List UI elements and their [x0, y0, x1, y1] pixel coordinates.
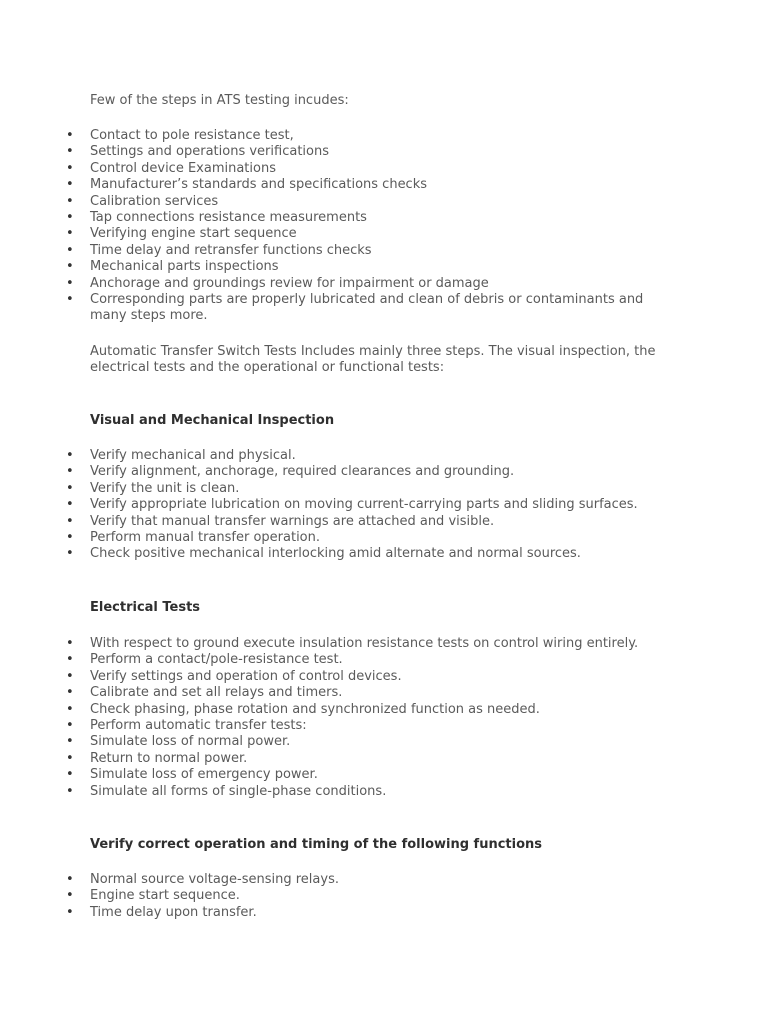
electrical-tests-heading: Electrical Tests: [90, 600, 201, 615]
list-item: • Return to normal power.: [66, 750, 248, 766]
list-item: • Verify alignment, anchorage, required clearances and grounding.: [66, 464, 515, 480]
bullet-icon: •: [66, 292, 74, 308]
bullet-icon: •: [66, 530, 74, 546]
list-item: • Verify that manual transfer warnings are attached and visible.: [66, 513, 495, 529]
bullet-icon: •: [66, 128, 74, 143]
bullet-icon: •: [66, 636, 74, 651]
electrical-tests-list: [0, 636, 700, 800]
list-item: • Tap connections resistance measurements: [66, 210, 367, 226]
bullet-icon: •: [66, 259, 74, 275]
ats-steps-list: [0, 128, 700, 325]
intro-text: Few of the steps in ATS testing incudes:: [90, 93, 349, 108]
list-item: • Time delay and retransfer functions checks: [66, 242, 372, 258]
bullet-icon: •: [66, 513, 74, 529]
bullet-icon: •: [66, 783, 74, 799]
visual-inspection-heading: Visual and Mechanical Inspection: [90, 413, 335, 428]
bullet-icon: •: [66, 448, 74, 463]
bullet-icon: •: [66, 464, 74, 480]
list-item: • Normal source voltage-sensing relays.: [66, 872, 339, 887]
bullet-icon: •: [66, 275, 74, 291]
timing-functions-list: [0, 872, 700, 921]
list-item: • Perform automatic transfer tests:: [66, 718, 307, 734]
list-item: • Verify the unit is clean.: [66, 480, 240, 496]
list-item: • Perform manual transfer operation.: [66, 530, 321, 546]
list-item: • Perform a contact/pole-resistance test.: [66, 652, 343, 668]
bullet-icon: •: [66, 193, 74, 209]
bullet-icon: •: [66, 210, 74, 226]
list-item: • Verify appropriate lubrication on moving current-carrying parts and sliding surfaces.: [66, 497, 638, 513]
bullet-icon: •: [66, 888, 74, 904]
bullet-icon: •: [66, 872, 74, 887]
list-item: • With respect to ground execute insulation resistance tests on control wiring entirely.: [66, 636, 639, 651]
timing-functions-heading: Verify correct operation and timing of the following functions: [90, 837, 543, 852]
list-item: • Verify mechanical and physical.: [66, 448, 296, 463]
list-item: • Simulate loss of normal power.: [66, 734, 291, 750]
bullet-icon: •: [66, 160, 74, 176]
list-item: • Mechanical parts inspections: [66, 259, 279, 275]
bullet-icon: •: [66, 226, 74, 242]
list-item: • Time delay upon transfer.: [66, 904, 257, 920]
bullet-icon: •: [66, 767, 74, 783]
bullet-icon: •: [66, 480, 74, 496]
list-item: • Engine start sequence.: [66, 888, 240, 904]
list-item: • Verify settings and operation of control devices.: [66, 668, 402, 684]
bullet-icon: •: [66, 701, 74, 717]
list-item: • Simulate all forms of single-phase conditions.: [66, 783, 387, 799]
bullet-icon: •: [66, 177, 74, 193]
bullet-icon: •: [66, 242, 74, 258]
bullet-icon: •: [66, 750, 74, 766]
bullet-icon: •: [66, 685, 74, 701]
list-item: • Check phasing, phase rotation and synchronized function as needed.: [66, 701, 540, 717]
list-item: • Corresponding parts are properly lubricated and clean of debris or contaminants and many steps more.: [66, 292, 644, 324]
bullet-icon: •: [66, 734, 74, 750]
list-item: • Calibration services: [66, 193, 219, 209]
bullet-icon: •: [66, 668, 74, 684]
summary-text: Automatic Transfer Switch Tests Includes mainly three steps. The visual inspection, the electrical tests and the operational or functional tests:: [90, 344, 656, 376]
list-item: • Control device Examinations: [66, 160, 276, 176]
list-item: • Simulate loss of emergency power.: [66, 767, 318, 783]
list-item: • Settings and operations verifications: [66, 144, 329, 160]
list-item: • Check positive mechanical interlocking amid alternate and normal sources.: [66, 546, 581, 562]
list-item: • Calibrate and set all relays and timers.: [66, 685, 343, 701]
bullet-icon: •: [66, 546, 74, 562]
list-item: • Manufacturer’s standards and specifications checks: [66, 177, 428, 193]
list-item: • Anchorage and groundings review for impairment or damage: [66, 275, 489, 291]
list-item: • Verifying engine start sequence: [66, 226, 297, 242]
bullet-icon: •: [66, 652, 74, 668]
list-item: • Contact to pole resistance test,: [66, 128, 294, 143]
bullet-icon: •: [66, 718, 74, 734]
bullet-icon: •: [66, 497, 74, 513]
visual-inspection-list: [0, 448, 700, 563]
bullet-icon: •: [66, 904, 74, 920]
bullet-icon: •: [66, 144, 74, 160]
